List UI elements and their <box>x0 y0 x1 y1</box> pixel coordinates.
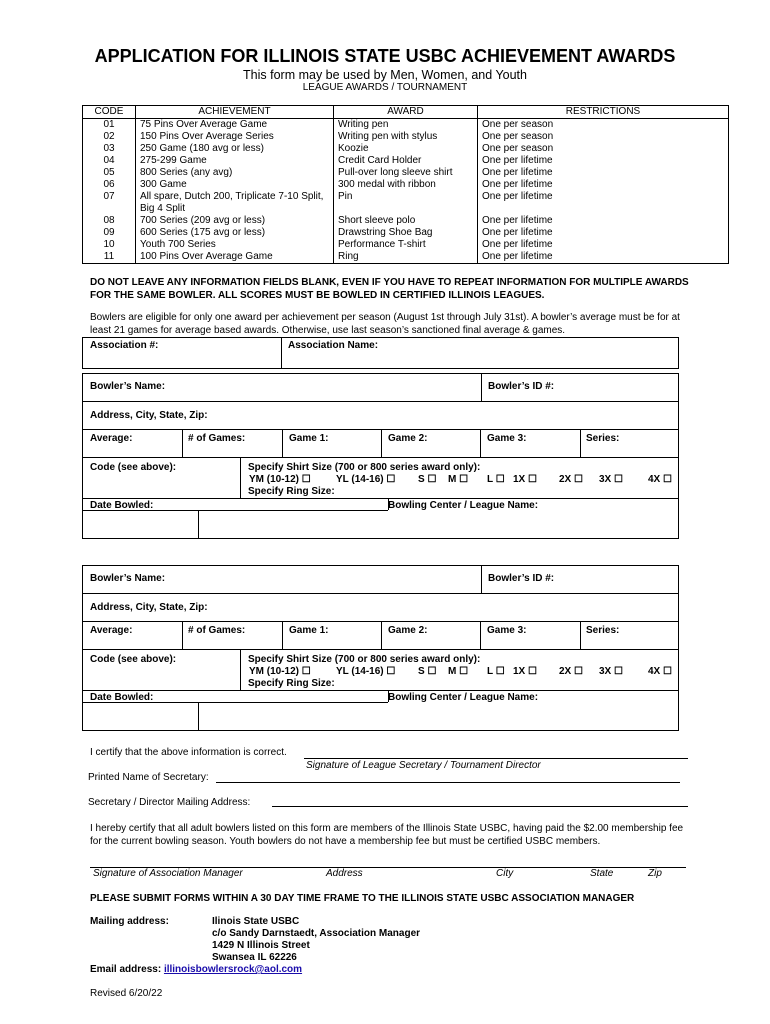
award-achievement-cell: All spare, Dutch 200, Triplicate 7-10 Split, Big 4 Split <box>136 191 334 215</box>
bowling-center-label: Bowling Center / League Name: <box>388 692 539 703</box>
cell-divider <box>580 621 581 649</box>
address-line: Swansea IL 62226 <box>212 952 297 963</box>
row-divider <box>82 690 679 691</box>
shirt-size-option[interactable]: 4X ☐ <box>648 474 672 485</box>
award-code-cell: 09 <box>83 227 136 239</box>
award-code-cell: 05 <box>83 167 136 179</box>
award-restriction-cell: One per season <box>482 131 554 142</box>
shirt-size-option[interactable]: 2X ☐ <box>559 666 583 677</box>
shirt-size-option[interactable]: 1X ☐ <box>513 666 537 677</box>
award-row <box>83 251 729 264</box>
average-label: Average: <box>90 625 133 636</box>
shirt-size-option[interactable]: 4X ☐ <box>648 666 672 677</box>
average-label: Average: <box>90 433 133 444</box>
printed-name-label: Printed Name of Secretary: <box>88 772 209 783</box>
award-code-cell: 08 <box>83 215 136 227</box>
award-row <box>83 239 729 251</box>
code-label: Code (see above): <box>90 654 177 665</box>
shirt-size-option[interactable]: YM (10-12) ☐ <box>249 666 311 677</box>
award-code-cell: 10 <box>83 239 136 251</box>
award-achievement-cell: 300 Game <box>136 179 334 191</box>
award-restriction-cell: One per lifetime <box>482 155 553 166</box>
date-bowled-label: Date Bowled: <box>90 500 154 511</box>
shirt-size-label: Specify Shirt Size (700 or 800 series award only): <box>248 654 481 665</box>
cell-divider <box>481 373 482 401</box>
award-code-cell: 06 <box>83 179 136 191</box>
game3-label: Game 3: <box>487 625 527 636</box>
col-code: CODE <box>83 106 136 119</box>
row-divider <box>82 498 679 499</box>
award-row <box>83 143 729 155</box>
shirt-size-option[interactable]: 1X ☐ <box>513 474 537 485</box>
award-award-cell: 300 medal with ribbon <box>334 179 478 191</box>
shirt-size-option[interactable]: YL (14-16) ☐ <box>336 666 396 677</box>
email-link[interactable]: illinoisbowlersrock@aol.com <box>163 964 303 975</box>
email-label: Email address: <box>90 964 162 975</box>
award-award-cell: Ring <box>334 251 478 264</box>
award-restriction-cell: One per lifetime <box>482 251 553 262</box>
form-type-caption: LEAGUE AWARDS / TOURNAMENT <box>302 82 468 93</box>
secretary-signature-caption: Signature of League Secretary / Tournament Director <box>306 760 541 771</box>
award-row <box>83 179 729 191</box>
revised-date: Revised 6/20/22 <box>90 988 163 999</box>
award-restriction-cell: One per season <box>482 119 554 130</box>
shirt-size-option[interactable]: 2X ☐ <box>559 474 583 485</box>
award-restriction-cell: One per lifetime <box>482 191 553 202</box>
address-label: Address, City, State, Zip: <box>90 410 208 421</box>
shirt-size-option[interactable]: S ☐ <box>418 474 437 485</box>
cell-divider <box>580 429 581 457</box>
manager-signature-caption: Signature of Association Manager <box>93 868 243 879</box>
cell-divider <box>240 649 241 690</box>
award-restriction-cell: One per lifetime <box>482 227 553 238</box>
game1-label: Game 1: <box>289 433 329 444</box>
award-row <box>83 131 729 143</box>
award-award-cell: Pin <box>334 191 478 215</box>
award-code-cell: 07 <box>83 191 136 215</box>
award-row <box>83 119 729 132</box>
award-award-cell: Short sleeve polo <box>334 215 478 227</box>
submit-instruction: PLEASE SUBMIT FORMS WITHIN A 30 DAY TIME FRAME TO THE ILLINOIS STATE USBC ASSOCIATION MANAGER <box>90 893 635 904</box>
award-restriction-cell: One per season <box>482 143 554 154</box>
shirt-size-option[interactable]: 3X ☐ <box>599 666 623 677</box>
cell-divider <box>182 621 183 649</box>
mailing-address-block <box>212 916 420 964</box>
address-line: c/o Sandy Darnstaedt, Association Manager <box>212 928 421 939</box>
bowler-id-label: Bowler’s ID #: <box>488 381 555 392</box>
cell-divider <box>481 565 482 593</box>
cell-divider <box>198 510 199 539</box>
cell-divider <box>182 429 183 457</box>
award-code-cell: 02 <box>83 131 136 143</box>
warning-text: DO NOT LEAVE ANY INFORMATION FIELDS BLANK, EVEN IF YOU HAVE TO REPEAT INFORMATION FOR MULTIPLE AWARDS FOR THE SAME BOWLER. ALL SCORES MUST BE BOWLED IN CERTIFIED ILLINOIS LEAGUES. <box>90 277 689 301</box>
bowler-id-label: Bowler’s ID #: <box>488 573 555 584</box>
eligibility-rules: Bowlers are eligible for only one award per achievement per season (August 1st through July 31st). A bowler’s average must be for at least 21 games for average based awards. Otherwise, use last season’s sanctioned final average & games. <box>90 312 680 336</box>
award-achievement-cell: 100 Pins Over Average Game <box>136 251 334 264</box>
shirt-size-label: Specify Shirt Size (700 or 800 series award only): <box>248 462 481 473</box>
cell-divider <box>282 429 283 457</box>
state-caption: State <box>590 868 614 879</box>
address-line: Ilinois State USBC <box>212 916 300 927</box>
awards-table <box>82 105 729 264</box>
mailing-address-line[interactable] <box>272 806 688 807</box>
award-achievement-cell: Youth 700 Series <box>136 239 334 251</box>
award-achievement-cell: 700 Series (209 avg or less) <box>136 215 334 227</box>
award-row <box>83 191 729 215</box>
col-achievement: ACHIEVEMENT <box>136 106 334 119</box>
ring-size-label: Specify Ring Size: <box>248 486 335 497</box>
shirt-size-option[interactable]: L ☐ <box>487 474 505 485</box>
award-restriction-cell: One per lifetime <box>482 215 553 226</box>
cell-divider <box>282 621 283 649</box>
ring-size-label: Specify Ring Size: <box>248 678 335 689</box>
shirt-size-option[interactable]: L ☐ <box>487 666 505 677</box>
award-achievement-cell: 150 Pins Over Average Series <box>136 131 334 143</box>
bowler-name-label: Bowler’s Name: <box>90 381 166 392</box>
row-divider <box>82 401 679 402</box>
game2-label: Game 2: <box>388 433 428 444</box>
mailing-address-label: Secretary / Director Mailing Address: <box>88 797 251 808</box>
shirt-size-option[interactable]: YL (14-16) ☐ <box>336 474 396 485</box>
shirt-size-option[interactable]: S ☐ <box>418 666 437 677</box>
award-achievement-cell: 250 Game (180 avg or less) <box>136 143 334 155</box>
cell-divider <box>480 621 481 649</box>
award-achievement-cell: 800 Series (any avg) <box>136 167 334 179</box>
certify-statement: I certify that the above information is correct. <box>90 747 287 758</box>
award-award-cell: Koozie <box>334 143 478 155</box>
cell-divider <box>480 429 481 457</box>
association-name-label: Association Name: <box>288 340 379 351</box>
cell-divider <box>240 457 241 498</box>
award-code-cell: 11 <box>83 251 136 264</box>
association-number-label: Association #: <box>90 340 159 351</box>
award-code-cell: 04 <box>83 155 136 167</box>
row-divider <box>82 649 679 650</box>
date-bowled-label: Date Bowled: <box>90 692 154 703</box>
address-caption: Address <box>326 868 363 879</box>
row-divider <box>82 457 679 458</box>
page-subtitle: This form may be used by Men, Women, and Youth <box>243 68 527 82</box>
cell-divider <box>381 621 382 649</box>
bowler-name-label: Bowler’s Name: <box>90 573 166 584</box>
award-award-cell: Performance T-shirt <box>334 239 478 251</box>
page-title: APPLICATION FOR ILLINOIS STATE USBC ACHIEVEMENT AWARDS <box>94 46 676 66</box>
award-row <box>83 215 729 227</box>
game2-label: Game 2: <box>388 625 428 636</box>
game1-label: Game 1: <box>289 625 329 636</box>
cell-divider <box>381 429 382 457</box>
award-award-cell: Drawstring Shoe Bag <box>334 227 478 239</box>
address-label: Address, City, State, Zip: <box>90 602 208 613</box>
address-line: 1429 N Illinois Street <box>212 940 310 951</box>
shirt-size-option[interactable]: YM (10-12) ☐ <box>249 474 311 485</box>
award-row <box>83 167 729 179</box>
shirt-size-option[interactable]: M ☐ <box>448 474 469 485</box>
code-label: Code (see above): <box>90 462 177 473</box>
games-label: # of Games: <box>188 433 246 444</box>
printed-name-line[interactable] <box>216 782 680 783</box>
award-achievement-cell: 275-299 Game <box>136 155 334 167</box>
email-row <box>90 964 302 975</box>
cell-divider <box>198 702 199 731</box>
award-row <box>83 155 729 167</box>
award-award-cell: Credit Card Holder <box>334 155 478 167</box>
bowling-center-label: Bowling Center / League Name: <box>388 500 539 511</box>
award-award-cell: Writing pen <box>334 119 478 132</box>
game3-label: Game 3: <box>487 433 527 444</box>
award-code-cell: 03 <box>83 143 136 155</box>
award-achievement-cell: 75 Pins Over Average Game <box>136 119 334 132</box>
row-divider <box>82 593 679 594</box>
membership-statement: I hereby certify that all adult bowlers listed on this form are members of the Illinois State USBC, having paid the $2.00 membership fee for the current bowling season. Youth bowlers do not have a membership fee but must be certified USBC members. <box>90 823 684 847</box>
col-restrictions: RESTRICTIONS <box>478 106 729 119</box>
games-label: # of Games: <box>188 625 246 636</box>
award-restriction-cell: One per lifetime <box>482 179 553 190</box>
mailing-label: Mailing address: <box>90 916 169 927</box>
shirt-size-option[interactable]: M ☐ <box>448 666 469 677</box>
award-row <box>83 227 729 239</box>
city-caption: City <box>496 868 514 879</box>
award-award-cell: Pull-over long sleeve shirt <box>334 167 478 179</box>
shirt-size-option[interactable]: 3X ☐ <box>599 474 623 485</box>
award-restriction-cell: One per lifetime <box>482 239 553 250</box>
award-achievement-cell: 600 Series (175 avg or less) <box>136 227 334 239</box>
zip-caption: Zip <box>648 868 662 879</box>
series-label: Series: <box>586 433 620 444</box>
secretary-signature-line[interactable] <box>304 758 688 759</box>
association-box <box>82 337 679 369</box>
award-restriction-cell: One per lifetime <box>482 167 553 178</box>
col-award: AWARD <box>334 106 478 119</box>
series-label: Series: <box>586 625 620 636</box>
award-award-cell: Writing pen with stylus <box>334 131 478 143</box>
award-code-cell: 01 <box>83 119 136 132</box>
